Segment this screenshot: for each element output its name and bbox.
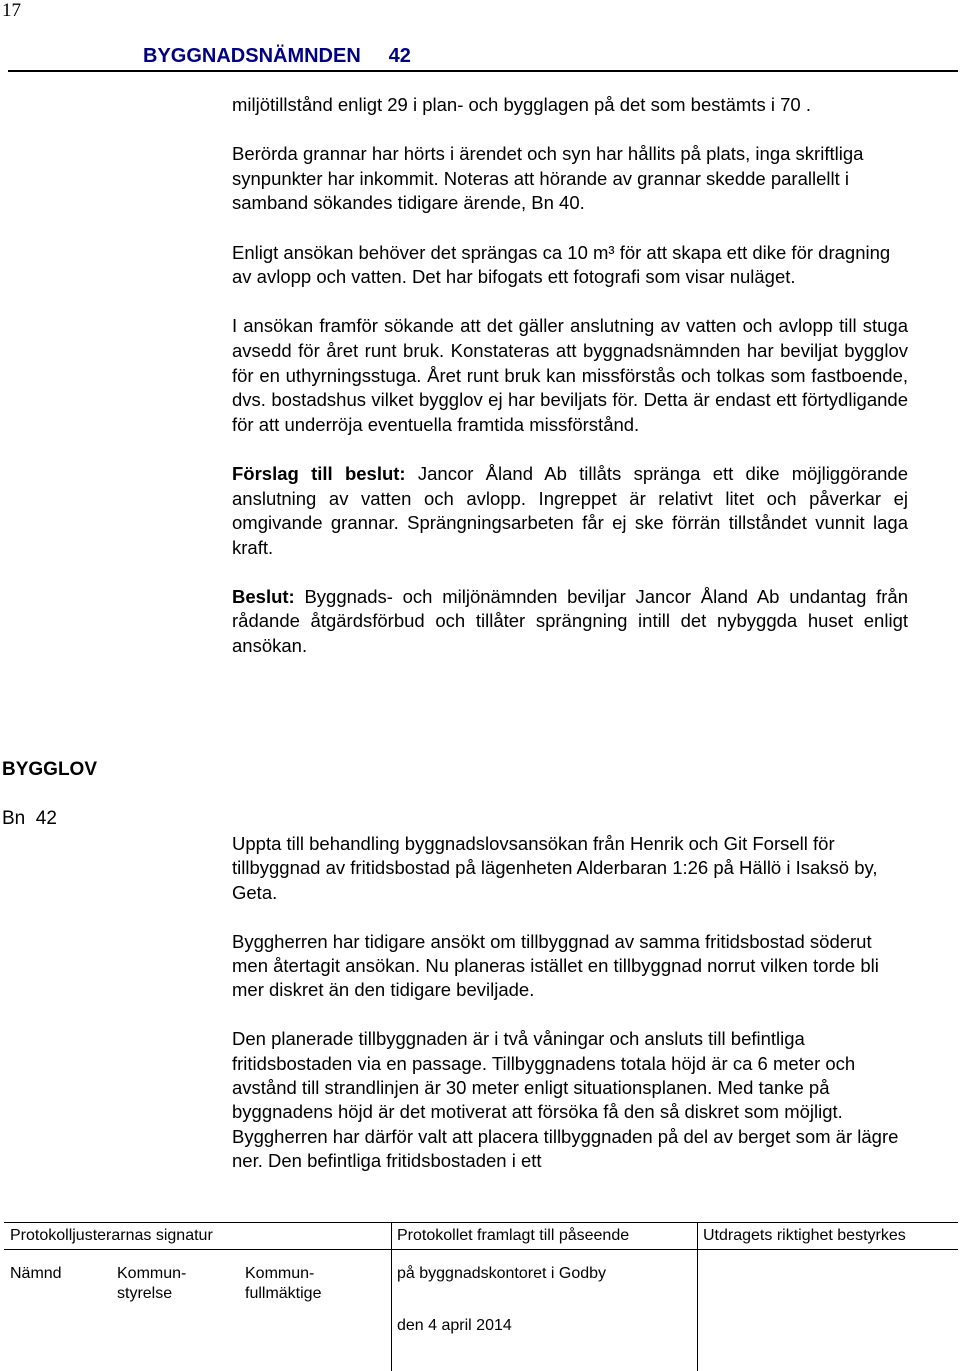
presented-date: den 4 april 2014 — [397, 1317, 512, 1334]
column-kommunstyrelse: Kommun- styrelse — [117, 1265, 187, 1302]
page-number: 17 — [2, 0, 21, 21]
proposal-label: Förslag till beslut: — [232, 462, 406, 484]
presented-location: på byggnadskontoret i Godby — [397, 1265, 607, 1282]
decision-text: Byggnads- och miljönämnden beviljar Jancor Åland Ab undantag från rådande åtgärdsförbud och tillåter sprängning intill det nybyggda huset enligt ansökan. — [232, 585, 908, 657]
decision-label: Beslut: — [232, 585, 295, 607]
paragraph-4: I ansökan framför sökande att det gäller anslutning av vatten och avlopp till stuga avsedd för året runt bruk. Konstateras att byggnadsnämnden har beviljat bygglov för en uthyrningsstuga. Året runt bruk kan missförstås och tolkas som fastboende, dvs. bostadshus vilket bygglov ej har beviljats för. Detta är endast ett förtydligande för att underröja eventuella framtida missförstånd. — [232, 315, 908, 435]
decision-paragraph — [232, 585, 908, 659]
paragraph-7: Den planerade tillbyggnaden är i två våningar och ansluts till befintliga fritidsbostaden via en passage. Tillbyggnadens totala höjd är ca 6 meter och avstånd till strandlinjen är 30 meter enligt situationsplanen. Med tanke på byggnadens höjd är det motiverat att försöka få den så diskret som möjligt. Byggherren har därför valt att placera tillbyggnaden på del av berget som är lägre ner. Den befintliga fritidsbostaden i ett — [232, 1028, 899, 1172]
section-reference: Bn 42 — [2, 808, 57, 829]
column-namnd: Nämnd — [10, 1265, 62, 1282]
section-2-body — [232, 832, 908, 1198]
column-kommunfullmaktige: Kommun- fullmäktige — [245, 1265, 322, 1302]
paragraph-2: Berörda grannar har hörts i ärendet och syn har hållits på plats, inga skriftliga synpunkter har inkommit. Noteras att hörande av grannar skedde parallellt i samband sökandes tidigare ärende, Bn 40. — [232, 143, 864, 214]
proposal-text: Jancor Åland Ab tillåts spränga ett dike möjliggörande anslutning av vatten och avlopp. Ingreppet är relativt litet och påverkar ej omgivande grannar. Sprängningsarbeten får ej ske förrän tillståndet vunnit laga kraft. — [232, 462, 908, 558]
proposal-paragraph — [232, 462, 908, 560]
page-header-title: BYGGNADSNÄMNDEN 42 — [143, 45, 411, 67]
paragraph-1: miljötillstånd enligt 29 i plan- och bygglagen på det som bestämts i 70 . — [232, 94, 811, 115]
section-1-body — [232, 93, 908, 683]
certified-label: Utdragets riktighet bestyrkes — [703, 1227, 906, 1244]
footer-divider-1 — [391, 1223, 392, 1371]
paragraph-3: Enligt ansökan behöver det sprängas ca 10 m³ för att skapa ett dike för dragning av avlopp och vatten. Det har bifogats ett fotografi som visar nuläget. — [232, 241, 891, 288]
header-divider — [8, 70, 958, 72]
section-heading-bygglov: BYGGLOV — [2, 759, 98, 780]
signature-footer — [4, 1222, 958, 1371]
footer-divider-2 — [697, 1223, 698, 1371]
presented-label: Protokollet framlagt till påseende — [397, 1227, 630, 1244]
paragraph-6: Byggherren har tidigare ansökt om tillbyggnad av samma fritidsbostad söderut men återtagit ansökan. Nu planeras istället en tillbyggnad norrut vilken torde bli mer diskret än den tidigare beviljade. — [232, 930, 879, 1001]
signatures-label: Protokolljusterarnas signatur — [10, 1227, 213, 1244]
paragraph-5: Uppta till behandling byggnadslovsansökan från Henrik och Git Forsell för tillbyggnad av fritidsbostad på lägenheten Alderbaran 1:26 på Hällö i Isaksö by, Geta. — [232, 833, 878, 903]
